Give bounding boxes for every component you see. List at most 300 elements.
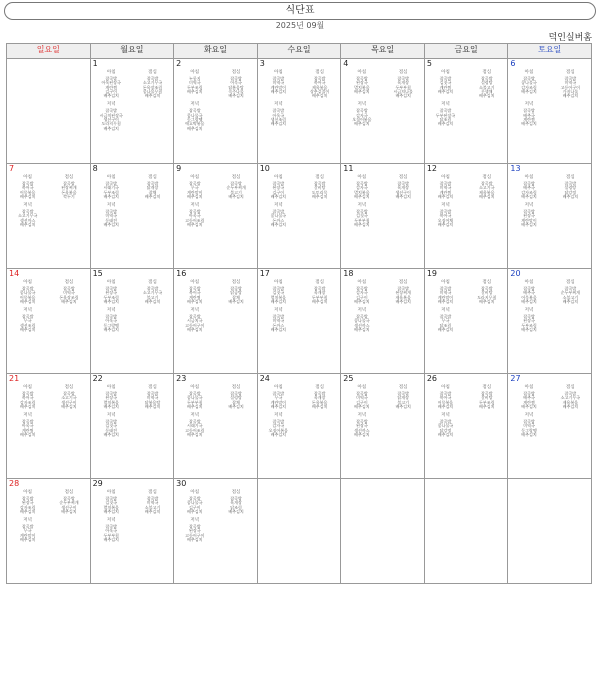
dinner-label: 저녁	[357, 308, 367, 314]
menu-item: 소불고기	[144, 504, 161, 510]
menu-item: 잡곡밥	[356, 391, 368, 396]
menu-item: 어묵국	[230, 80, 242, 86]
menu-item: 잡곡밥	[272, 76, 285, 81]
menu-item: 배추김치	[479, 298, 495, 304]
weekday-sun: 일요일	[7, 44, 91, 59]
menu-item: 두부조림	[103, 189, 119, 195]
dinner-menu	[91, 307, 132, 332]
menu-item: 북어국	[313, 80, 326, 86]
menu-item: 소고기무국	[142, 290, 163, 296]
menu-item: 배추김치	[354, 327, 370, 333]
month-label: 2025년 09월	[275, 21, 325, 30]
menu-item: 배추김치	[187, 88, 203, 94]
menu-item: 잡곡밥	[105, 108, 117, 114]
menu-item: 배추김치	[19, 537, 36, 543]
menu-item: 두부조림	[521, 322, 537, 328]
dinner-menu	[91, 517, 132, 542]
menu-item: 계란찜	[188, 294, 201, 300]
breakfast-label: 아침	[106, 70, 116, 75]
menu-item: 배추김치	[395, 298, 411, 304]
menu-item: 배추김치	[437, 121, 454, 127]
menu-item: 배추김치	[437, 403, 454, 409]
menu-item: 무국	[23, 318, 32, 324]
menu-item: 돈육볶음	[61, 189, 77, 195]
dinner-menu	[91, 412, 132, 437]
day-cell	[7, 374, 91, 479]
day-number: 21	[9, 374, 20, 383]
day-cell	[90, 164, 174, 269]
breakfast-menu	[425, 69, 466, 98]
day-cell	[257, 59, 341, 164]
menu-item: 배추김치	[270, 193, 287, 199]
menu-item: 누룽지	[188, 76, 201, 81]
breakfast-label: 아침	[190, 175, 200, 180]
breakfast-menu	[91, 489, 132, 514]
dinner-label: 저녁	[106, 413, 116, 419]
menu-item: 배추김치	[144, 298, 161, 304]
menu-item: 배추김치	[437, 88, 454, 94]
menu-item: 감자조림	[19, 504, 36, 510]
menu-item: 콩나물국	[19, 290, 36, 296]
breakfast-menu	[7, 384, 48, 409]
menu-item: 배추김치	[144, 508, 161, 514]
menu-item: 어묵볶음	[521, 294, 537, 300]
menu-item: 도토리묵	[311, 189, 328, 195]
menu-item: 무국	[441, 318, 450, 324]
breakfast-label: 아침	[273, 175, 283, 180]
day-cell	[424, 164, 508, 269]
lunch-label: 점심	[315, 70, 324, 75]
menu-item: 잡곡밥	[272, 286, 285, 291]
menu-item: 잡곡밥	[356, 108, 368, 114]
day-number: 9	[176, 164, 182, 173]
menu-item: 미역국	[105, 213, 117, 219]
lunch-label: 점심	[148, 70, 157, 75]
menu-item: 동태전	[105, 217, 117, 223]
menu-item: 계란말이	[187, 189, 203, 195]
menu-item: 배추김치	[354, 403, 370, 409]
menu-item: 육개장	[313, 395, 326, 401]
menu-item: 잡곡밥	[356, 286, 368, 291]
menu-item: 잡곡밥	[230, 286, 242, 291]
dinner-label: 저녁	[106, 203, 116, 209]
menu-item: 잡곡밥	[523, 419, 535, 425]
menu-item: 계란말이	[270, 399, 287, 405]
menu-item: 아욱국	[105, 318, 117, 324]
day-number: 15	[92, 269, 103, 278]
dinner-label: 저녁	[190, 308, 200, 314]
menu-item: 잡곡밥	[439, 181, 452, 186]
menu-item: 잡곡밥	[356, 209, 368, 215]
menu-item: 된장국	[523, 318, 535, 324]
menu-item: 도라지무침	[477, 294, 497, 300]
menu-item: 잡곡밥	[397, 286, 409, 291]
menu-item: 배추김치	[562, 298, 579, 304]
menu-item: 육개장	[230, 500, 242, 506]
menu-item: 배추김치	[311, 298, 328, 304]
menu-item: 배추김치	[270, 222, 287, 228]
menu-item: 멸치볶음	[354, 84, 370, 90]
breakfast-label: 아침	[23, 385, 32, 390]
lunch-menu	[299, 69, 340, 98]
day-cell	[341, 269, 425, 374]
dinner-label: 저녁	[273, 308, 283, 314]
menu-item: 잡곡밥	[230, 181, 242, 186]
menu-item: 배추김치	[187, 327, 203, 333]
menu-item: 제육볶음	[479, 189, 495, 195]
menu-item: 김칫국	[439, 80, 452, 86]
day-cell	[174, 59, 258, 164]
menu-item: 북어국	[188, 290, 201, 296]
menu-item: 닭강정	[439, 427, 452, 433]
menu-item: 잡곡밥	[105, 314, 117, 320]
menu-item: 배추김치	[311, 403, 328, 409]
menu-item: 배추김치	[103, 508, 119, 514]
lunch-label: 점심	[565, 280, 575, 285]
menu-item: 생선구이	[395, 189, 411, 195]
dinner-menu	[174, 517, 215, 542]
menu-item: 어묵볶음	[437, 399, 454, 405]
menu-item: 무국	[274, 395, 283, 401]
lunch-label: 점심	[565, 385, 575, 390]
breakfast-menu	[91, 69, 132, 98]
menu-item: 두부부침	[187, 399, 203, 405]
lunch-label: 점심	[482, 385, 492, 390]
day-number: 26	[426, 374, 437, 383]
empty-day-cell	[508, 479, 592, 584]
lunch-menu	[466, 279, 507, 304]
lunch-label: 점심	[148, 175, 157, 180]
menu-item: 배추김치	[103, 193, 119, 199]
menu-item: 잡채	[148, 189, 157, 195]
menu-item: 배추김치	[61, 298, 77, 304]
dinner-menu	[425, 202, 466, 227]
weekday-tue: 화요일	[174, 44, 258, 59]
menu-item: 배추김치	[521, 327, 537, 333]
breakfast-label: 아침	[441, 70, 450, 75]
lunch-label: 점심	[64, 175, 74, 180]
dinner-menu	[174, 202, 215, 227]
menu-item: 잡곡밥	[313, 76, 326, 81]
empty-day-cell	[257, 479, 341, 584]
lunch-menu	[215, 489, 256, 514]
menu-item: 배추김치	[228, 193, 244, 199]
menu-item: 소고기국	[479, 185, 495, 191]
menu-item: 잡곡밥	[230, 391, 242, 396]
menu-item: 계란찜	[523, 117, 535, 123]
breakfast-label: 아침	[441, 385, 450, 390]
menu-item: 북어국	[21, 395, 34, 401]
menu-item: 깍두기	[63, 193, 75, 199]
menu-item: 배추김치	[395, 403, 411, 409]
dinner-menu	[508, 202, 549, 227]
dinner-label: 저녁	[23, 518, 32, 524]
menu-item: 배추김치	[19, 327, 36, 333]
menu-item: 육개장	[313, 290, 326, 296]
menu-item: 잡곡밥	[21, 496, 34, 501]
menu-item: 설렁탕	[480, 80, 493, 86]
menu-item: 생선구이	[103, 117, 119, 123]
breakfast-label: 아침	[190, 280, 200, 285]
menu-item: 고등어구이	[185, 322, 205, 328]
breakfast-menu	[258, 384, 299, 409]
menu-item: 배추김치	[562, 403, 579, 409]
breakfast-label: 아침	[357, 385, 367, 390]
dinner-label: 저녁	[524, 102, 534, 108]
menu-item: 무국	[190, 185, 199, 191]
day-number: 6	[510, 59, 516, 68]
lunch-menu	[466, 174, 507, 199]
menu-item: 된장국	[21, 500, 34, 506]
menu-item: 소고기무국	[142, 80, 163, 86]
breakfast-menu	[174, 384, 215, 409]
menu-item: 배추김치	[479, 403, 495, 409]
menu-item: 배추김치	[270, 121, 287, 127]
menu-item: 생선구이	[61, 399, 77, 405]
day-cell	[341, 164, 425, 269]
menu-item: 배추김치	[187, 298, 203, 304]
menu-item: 고등어조림	[185, 427, 205, 433]
menu-item: 배추김치	[395, 93, 411, 99]
menu-item: 배추김치	[228, 508, 244, 514]
menu-item: 육개장	[397, 80, 409, 86]
weekday-thu: 목요일	[341, 44, 425, 59]
menu-item: 멸치볶음	[270, 294, 287, 300]
menu-item: 배추김치	[270, 403, 287, 409]
menu-item: 잡곡밥	[313, 181, 326, 186]
breakfast-label: 아침	[106, 385, 116, 390]
menu-item: 미역국	[523, 423, 535, 429]
lunch-menu	[299, 279, 340, 304]
lunch-menu	[550, 174, 591, 199]
dinner-label: 저녁	[524, 203, 534, 209]
menu-item: 동그랑땡	[103, 322, 119, 328]
day-number: 24	[259, 374, 270, 383]
breakfast-menu	[7, 174, 48, 199]
menu-item: 콩나물국	[270, 213, 287, 219]
lunch-menu	[132, 279, 173, 304]
dinner-menu	[425, 412, 466, 437]
menu-item: 두부부침	[103, 532, 119, 538]
lunch-menu	[550, 69, 591, 98]
day-cell	[508, 59, 592, 164]
menu-item: 시금치국	[187, 318, 203, 324]
menu-item: 생선까스	[19, 217, 36, 223]
menu-item: 배추김치	[270, 298, 287, 304]
dinner-menu	[341, 202, 382, 227]
menu-item: 제육볶음	[562, 399, 579, 405]
breakfast-label: 아침	[524, 385, 534, 390]
lunch-label: 점심	[482, 70, 492, 75]
menu-item: 아욱국	[272, 112, 285, 118]
menu-item: 콩나물국	[437, 423, 454, 429]
dinner-label: 저녁	[524, 413, 534, 419]
lunch-label: 점심	[565, 70, 575, 75]
menu-item: 잡곡밥	[21, 209, 34, 215]
dinner-label: 저녁	[524, 308, 534, 314]
lunch-menu	[48, 174, 89, 199]
menu-item: 닭볶음탕	[144, 399, 161, 405]
menu-item: 계란말이	[19, 532, 36, 538]
breakfast-menu	[174, 279, 215, 304]
dinner-label: 저녁	[357, 203, 367, 209]
breakfast-label: 아침	[524, 175, 534, 180]
menu-item: 감자국	[272, 423, 285, 429]
dinner-label: 저녁	[190, 413, 200, 419]
menu-item: 육개장	[397, 185, 409, 191]
menu-item: 잡곡밥	[230, 496, 242, 501]
lunch-label: 점심	[148, 490, 157, 495]
menu-item: 잡곡밥	[63, 391, 75, 396]
breakfast-menu	[91, 174, 132, 199]
menu-item: 잡곡밥	[523, 209, 535, 215]
menu-item: 잡곡밥	[188, 496, 201, 501]
breakfast-label: 아침	[190, 385, 200, 390]
menu-item: 잡곡밥	[272, 419, 285, 425]
breakfast-label: 아침	[441, 175, 450, 180]
day-cell	[174, 164, 258, 269]
menu-item: 잡곡밥	[105, 286, 117, 291]
weekday-fri: 금요일	[424, 44, 508, 59]
lunch-menu	[48, 489, 89, 514]
dinner-menu	[341, 412, 382, 437]
calendar-week	[7, 269, 592, 374]
menu-item: 고등어조림	[185, 217, 205, 223]
menu-item: 계란말이	[270, 84, 287, 90]
menu-item: 상추겉절이	[309, 88, 330, 94]
day-cell	[7, 164, 91, 269]
menu-item: 배추김치	[19, 193, 36, 199]
menu-item: 북어국	[439, 395, 452, 401]
menu-item: 배추김치	[187, 537, 203, 543]
menu-item: 잡곡밥	[480, 76, 493, 81]
dinner-label: 저녁	[441, 203, 450, 209]
menu-item: 멸치볶음	[103, 399, 119, 405]
breakfast-label: 아침	[524, 280, 534, 285]
menu-item: 배추김치	[311, 193, 328, 199]
menu-item: 계란찜	[21, 427, 34, 433]
day-cell	[174, 479, 258, 584]
menu-item: 잡곡밥	[564, 76, 577, 81]
menu-item: 잡곡밥	[313, 286, 326, 291]
menu-item: 미역국	[146, 500, 159, 506]
menu-item: 된장국	[356, 423, 368, 429]
menu-item: 배추김치	[19, 298, 36, 304]
menu-item: 배추김치	[187, 193, 203, 199]
menu-item: 설렁탕	[564, 185, 577, 191]
menu-item: 배추김치	[144, 93, 161, 99]
menu-item: 잡곡밥	[21, 314, 34, 320]
day-number: 8	[92, 164, 98, 173]
breakfast-label: 아침	[441, 280, 450, 285]
menu-item: 잡곡밥	[146, 181, 159, 186]
day-cell	[508, 374, 592, 479]
lunch-menu	[550, 384, 591, 409]
dinner-menu	[258, 202, 299, 227]
menu-item: 두부부침	[354, 217, 370, 223]
menu-item: 닭조림	[439, 322, 452, 328]
menu-item: 시금치나물	[393, 88, 413, 94]
lunch-label: 점심	[315, 175, 324, 180]
menu-item: 배추김치	[187, 508, 203, 514]
menu-item: 잡곡밥	[21, 286, 34, 291]
day-number: 7	[9, 164, 15, 173]
empty-day-cell	[341, 479, 425, 584]
menu-item: 소고기무국	[17, 213, 38, 219]
dinner-menu	[91, 101, 132, 130]
breakfast-menu	[91, 384, 132, 409]
day-cell	[174, 269, 258, 374]
lunch-label: 점심	[482, 175, 492, 180]
day-cell	[90, 269, 174, 374]
menu-item: 배추김치	[437, 432, 454, 438]
menu-item: 잡곡밥	[523, 286, 535, 291]
meal-calendar	[6, 43, 592, 584]
menu-item: 돈까스	[272, 217, 285, 223]
day-number: 29	[92, 479, 103, 488]
menu-item: 소불고기	[562, 294, 579, 300]
breakfast-menu	[508, 279, 549, 304]
menu-item: 김칫국	[356, 213, 368, 219]
menu-item: 잡곡밥	[356, 76, 368, 81]
menu-item: 아욱된장국	[101, 80, 121, 86]
menu-item: 잡곡밥	[146, 496, 159, 501]
menu-item: 미역국	[63, 290, 75, 296]
breakfast-label: 아침	[106, 490, 116, 495]
menu-item: 배추김치	[521, 432, 537, 438]
menu-item: 불고기	[397, 399, 409, 405]
menu-item: 두부조림	[187, 84, 203, 90]
weekday-mon: 월요일	[90, 44, 174, 59]
dinner-menu	[341, 101, 382, 126]
day-cell	[424, 374, 508, 479]
menu-item: 배추김치	[521, 222, 537, 228]
lunch-label: 점심	[315, 385, 324, 390]
breakfast-menu	[341, 174, 382, 199]
breakfast-menu	[258, 279, 299, 304]
day-number: 3	[259, 59, 265, 68]
lunch-menu	[215, 384, 256, 409]
menu-item: 두부조림	[479, 399, 495, 405]
menu-item: 고등어구이	[560, 84, 580, 90]
menu-item: 잡곡밥	[272, 314, 285, 320]
menu-item: 제육볶음	[395, 294, 411, 300]
dinner-menu	[7, 517, 48, 542]
menu-item: 배추국	[523, 112, 535, 118]
dinner-label: 저녁	[273, 203, 283, 209]
menu-item: 시금치된장국	[99, 112, 123, 118]
menu-item: 잡곡밥	[356, 181, 368, 186]
menu-item: 잡곡밥	[356, 419, 368, 425]
menu-item: 배추김치	[61, 508, 77, 514]
menu-item: 감자조림	[19, 399, 36, 405]
menu-item: 오징어볶음	[268, 427, 288, 433]
menu-item: 배추김치	[521, 193, 537, 199]
menu-item: 닭조림	[230, 504, 242, 510]
menu-item: 잡곡밥	[188, 524, 201, 530]
day-cell	[341, 374, 425, 479]
menu-item: 잡곡밥	[439, 209, 452, 215]
weekday-header	[7, 44, 592, 59]
menu-item: 잡곡밥	[439, 76, 452, 81]
menu-item: 미역국	[146, 395, 159, 401]
lunch-menu	[383, 69, 424, 98]
menu-item: 갈비탕	[313, 185, 326, 191]
menu-item: 생선조림	[270, 117, 287, 123]
menu-item: 잡곡밥	[188, 391, 201, 396]
menu-item: 잡곡밥	[146, 76, 159, 81]
lunch-label: 점심	[231, 175, 241, 180]
